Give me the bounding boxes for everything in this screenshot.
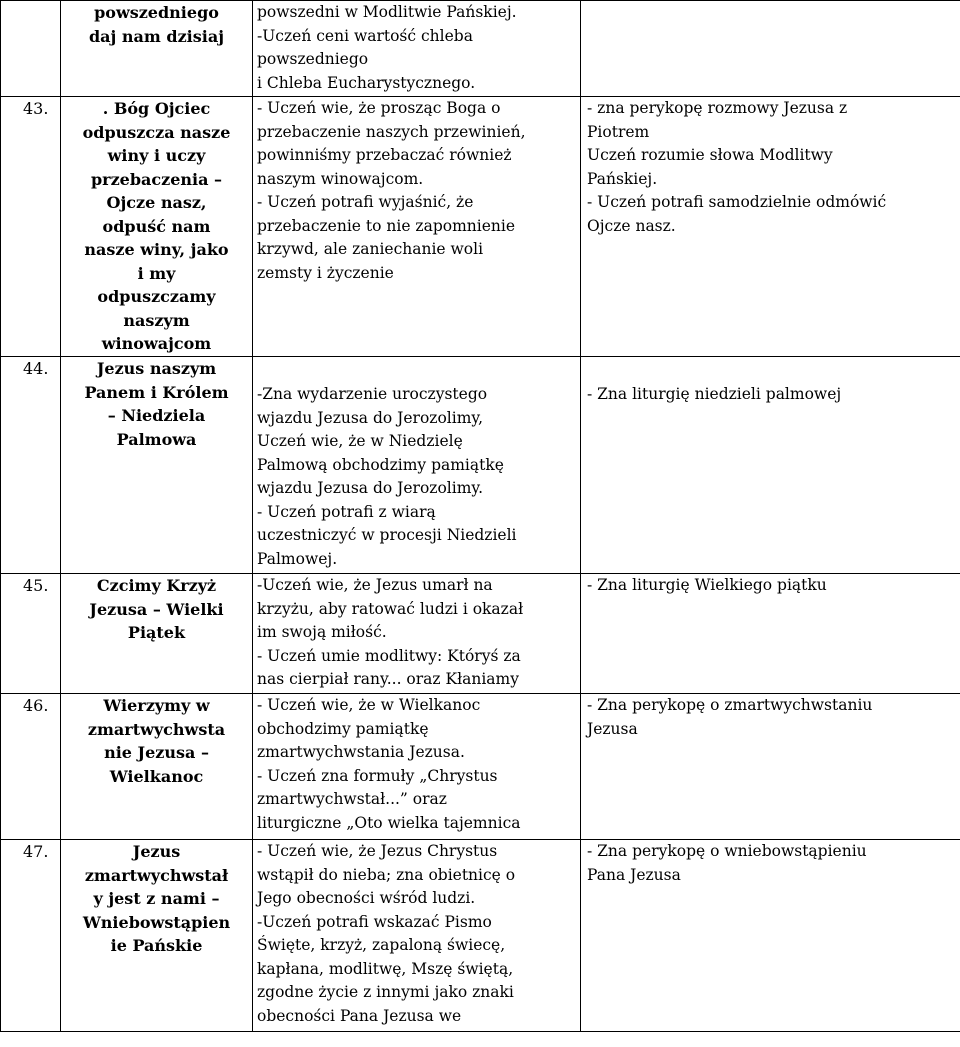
text-line: Palmowa bbox=[116, 429, 197, 449]
text-line: i Chleba Eucharystycznego. bbox=[257, 73, 476, 92]
lesson-outcomes bbox=[581, 357, 960, 574]
text-line: powinniśmy przebaczać również bbox=[257, 146, 512, 164]
text-line: Uczeń rozumie słowa Modlitwy bbox=[587, 146, 833, 164]
lesson-aims bbox=[253, 357, 581, 574]
text-line: Panem i Królem bbox=[84, 382, 229, 402]
text-line: daj nam dzisiaj bbox=[88, 26, 224, 46]
text-line: powszedni w Modlitwie Pańskiej. bbox=[257, 3, 517, 21]
lesson-title bbox=[61, 357, 253, 574]
lesson-title bbox=[61, 574, 253, 694]
lesson-aims bbox=[253, 97, 581, 357]
text-line: wjazdu Jezusa do Jerozolimy. bbox=[257, 479, 484, 497]
text-line: nie Jezusa – bbox=[104, 743, 209, 762]
text-line: Uczeń wie, że w Niedzielę bbox=[257, 432, 463, 450]
text-line: - Uczeń wie, że w Wielkanoc bbox=[257, 696, 481, 714]
text-line: - zna perykopę rozmowy Jezusa z bbox=[587, 99, 848, 117]
text-line: obecności Pana Jezusa we bbox=[257, 1006, 462, 1025]
text-line: - Uczeń zna formuły „Chrystus bbox=[257, 766, 498, 785]
lesson-number: 47. bbox=[1, 840, 61, 1032]
lesson-title bbox=[61, 1, 253, 97]
text-line: im swoją miłość. bbox=[257, 623, 387, 641]
lesson-outcomes bbox=[581, 574, 960, 694]
text-line: – Niedziela bbox=[107, 406, 206, 425]
text-line: Pana Jezusa bbox=[587, 865, 681, 884]
text-line: naszym winowajcom. bbox=[257, 169, 424, 188]
text-line: odpuszcza nasze bbox=[82, 122, 231, 142]
text-line: zgodne życie z innymi jako znaki bbox=[257, 983, 514, 1001]
text-line: - Zna liturgię niedzieli palmowej bbox=[587, 385, 842, 403]
lesson-number bbox=[1, 1, 61, 97]
lesson-aims bbox=[253, 574, 581, 694]
text-line: Święte, krzyż, zapaloną świecę, bbox=[257, 936, 506, 954]
lesson-number: 44. bbox=[1, 357, 61, 574]
text-line: Palmowej. bbox=[257, 549, 338, 568]
text-line: - Uczeń potrafi samodzielnie odmówić bbox=[587, 193, 887, 211]
table-row bbox=[1, 694, 960, 840]
lesson-number: 46. bbox=[1, 694, 61, 840]
text-line: naszym bbox=[123, 310, 190, 330]
text-line: Jezus bbox=[132, 842, 181, 861]
text-line: - Zna perykopę o wniebowstąpieniu bbox=[587, 842, 867, 860]
lesson-title bbox=[61, 840, 253, 1032]
table-row bbox=[1, 574, 960, 694]
text-line: przebaczenie naszych przewinień, bbox=[257, 122, 526, 141]
text-line: - Uczeń umie modlitwy: Któryś za bbox=[257, 646, 521, 665]
text-line: ie Pańskie bbox=[110, 936, 203, 955]
text-line: i my bbox=[137, 263, 176, 283]
text-line: Ojcze nasz. bbox=[587, 216, 676, 235]
text-line: odpuszczamy bbox=[97, 287, 216, 306]
text-line: . Bóg Ojciec bbox=[102, 99, 211, 118]
text-line: przebaczenia – bbox=[90, 169, 223, 189]
lesson-aims bbox=[253, 840, 581, 1032]
text-line: Jezusa bbox=[587, 719, 638, 738]
text-line: przebaczenie to nie zapomnienie bbox=[257, 216, 516, 235]
text-line: -Zna wydarzenie uroczystego bbox=[257, 385, 488, 403]
text-line: Wierzymy w bbox=[103, 696, 210, 715]
text-line: - Uczeń wie, że Jezus Chrystus bbox=[257, 842, 498, 860]
lesson-number: 43. bbox=[1, 97, 61, 357]
text-line: - Uczeń potrafi z wiarą bbox=[257, 502, 436, 521]
lesson-number: 45. bbox=[1, 574, 61, 694]
text-line: Ojcze nasz, bbox=[106, 193, 207, 212]
text-line: krzyżu, aby ratować ludzi i okazał bbox=[257, 599, 524, 618]
text-line: -Uczeń wie, że Jezus umarł na bbox=[257, 576, 493, 594]
text-line: Palmową obchodzimy pamiątkę bbox=[257, 455, 504, 474]
text-line: kapłana, modlitwę, Mszę świętą, bbox=[257, 959, 514, 978]
text-line: -Uczeń potrafi wskazać Pismo bbox=[257, 912, 492, 931]
text-line: -Uczeń ceni wartość chleba bbox=[257, 26, 473, 45]
lesson-aims bbox=[253, 694, 581, 840]
table-row bbox=[1, 97, 960, 357]
text-line: y jest z nami – bbox=[93, 889, 220, 908]
text-line: Jego obecności wśród ludzi. bbox=[257, 889, 476, 907]
text-line: krzywd, ale zaniechanie woli bbox=[257, 240, 484, 258]
text-line: - Zna perykopę o zmartwychwstaniu bbox=[587, 696, 873, 714]
lesson-aims bbox=[253, 1, 581, 97]
text-line: zemsty i życzenie bbox=[257, 263, 394, 282]
text-line: winy i uczy bbox=[107, 146, 206, 165]
text-line: powszedniego bbox=[257, 50, 369, 68]
text-line: wjazdu Jezusa do Jerozolimy, bbox=[257, 408, 484, 427]
text-line: uczestniczyć w procesji Niedzieli bbox=[257, 526, 517, 544]
text-line: Wniebowstąpien bbox=[82, 912, 231, 932]
text-line: zmartwychwstał...” oraz bbox=[257, 790, 447, 808]
text-line: liturgiczne „Oto wielka tajemnica bbox=[257, 813, 521, 832]
text-line: Jezus naszym bbox=[96, 359, 217, 378]
lesson-outcomes bbox=[581, 97, 960, 357]
table-row bbox=[1, 840, 960, 1032]
text-line: nas cierpiał rany... oraz Kłaniamy bbox=[257, 670, 519, 688]
text-line: odpuść nam bbox=[102, 216, 211, 236]
text-line: wstąpił do nieba; zna obietnicę o bbox=[257, 865, 516, 884]
text-line: Pańskiej. bbox=[587, 169, 658, 188]
lesson-outcomes bbox=[581, 1, 960, 97]
text-line: Jezusa – Wielki bbox=[89, 599, 224, 619]
table-row bbox=[1, 357, 960, 574]
lesson-title bbox=[61, 694, 253, 840]
text-line: zmartwychwsta bbox=[87, 719, 226, 739]
text-line: Czcimy Krzyż bbox=[96, 576, 217, 595]
text-line: winowajcom bbox=[101, 334, 212, 353]
text-line: Piątek bbox=[127, 623, 186, 642]
lesson-outcomes bbox=[581, 694, 960, 840]
text-line: - Zna liturgię Wielkiego piątku bbox=[587, 576, 827, 594]
text-line: - Uczeń potrafi wyjaśnić, że bbox=[257, 193, 474, 211]
text-line: obchodzimy pamiątkę bbox=[257, 719, 429, 738]
text-line: Piotrem bbox=[587, 122, 650, 141]
lesson-title bbox=[61, 97, 253, 357]
text-line: Wielkanoc bbox=[109, 766, 204, 786]
text-line: zmartwychwstał bbox=[84, 865, 229, 885]
text-line: powszedniego bbox=[94, 3, 219, 22]
text-line: - Uczeń wie, że prosząc Boga o bbox=[257, 99, 501, 117]
text-line: zmartwychwstania Jezusa. bbox=[257, 743, 465, 761]
text-line: nasze winy, jako bbox=[84, 240, 229, 259]
lesson-outcomes bbox=[581, 840, 960, 1032]
table-row bbox=[1, 1, 960, 97]
